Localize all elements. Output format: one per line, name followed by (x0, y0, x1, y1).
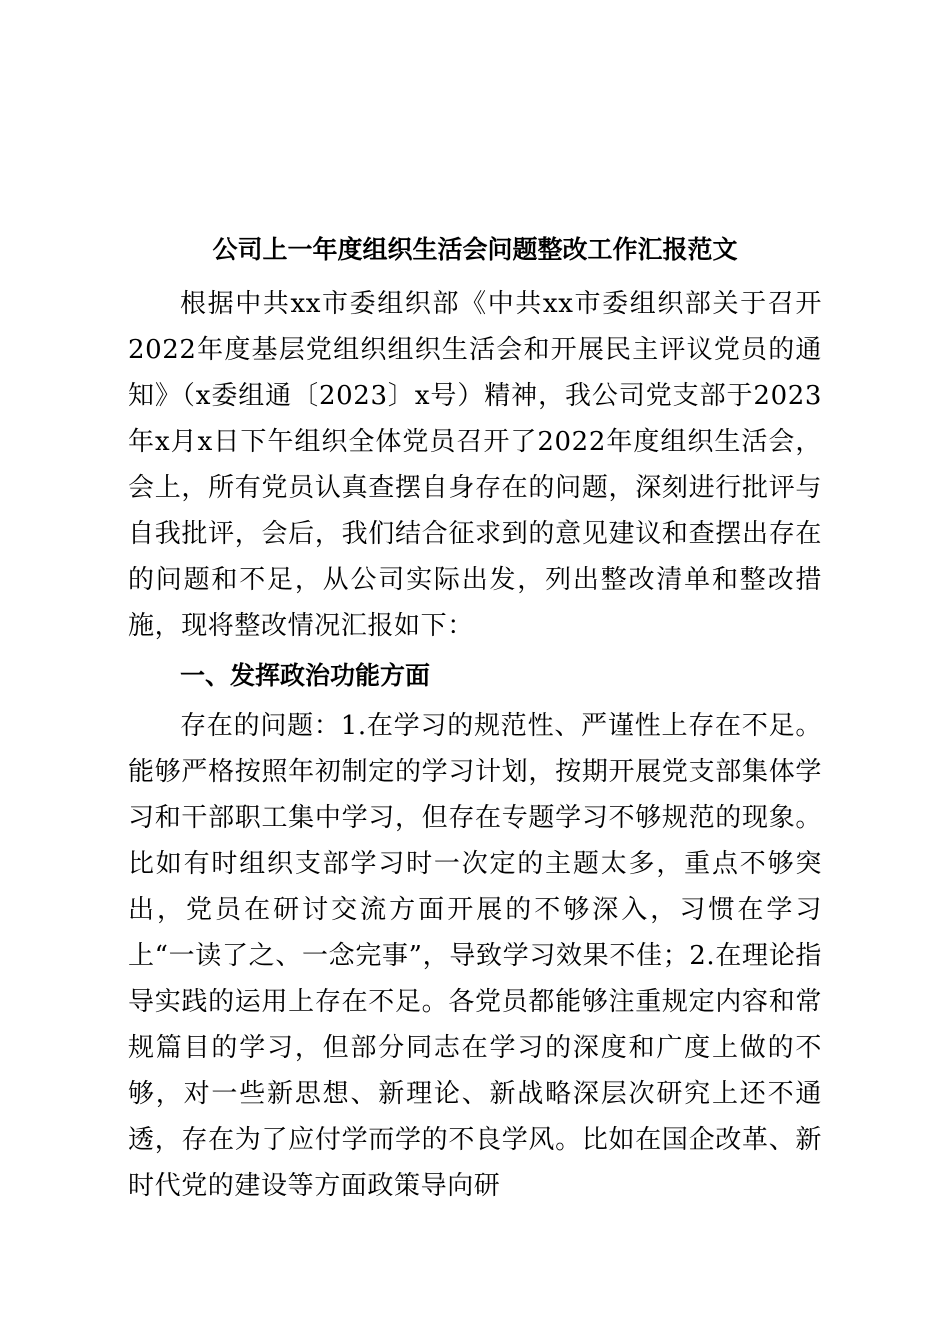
section-1-heading: 一、发挥政治功能方面 (180, 661, 431, 690)
intro-paragraph: 根据中共xx市委组织部《中共xx市委组织部关于召开2022年度基层党组织组织生活会和开展民主评议党员的通知》（x委组通〔2023〕x号）精神，我公司党支部于2023年x月x日下午组织全体党员召开了2022年度组织生活会，会上，所有党员认真查摆自身存在的问题，深刻进行批评与自我批评，会后，我们结合征求到的意见建议和查摆出存在的问题和不足，从公司实际出发，列出整改清单和整改措施，现将整改情况汇报如下： (128, 289, 822, 641)
document-content (128, 229, 822, 1209)
section-1-body: 存在的问题：1.在学习的规范性、严谨性上存在不足。能够严格按照年初制定的学习计划，按期开展党支部集体学习和干部职工集中学习，但存在专题学习不够规范的现象。比如有时组织支部学习时一次定的主题太多，重点不够突出，党员在研讨交流方面开展的不够深入，习惯在学习上“一读了之、一念完事”，导致学习效果不佳；2.在理论指导实践的运用上存在不足。各党员都能够注重规定内容和常规篇目的学习，但部分同志在学习的深度和广度上做的不够，对一些新思想、新理论、新战略深层次研究上还不通透，存在为了应付学而学的不良学风。比如在国企改革、新时代党的建设等方面政策导向研 (128, 711, 822, 1201)
document-title: 公司上一年度组织生活会问题整改工作汇报范文 (212, 235, 738, 264)
